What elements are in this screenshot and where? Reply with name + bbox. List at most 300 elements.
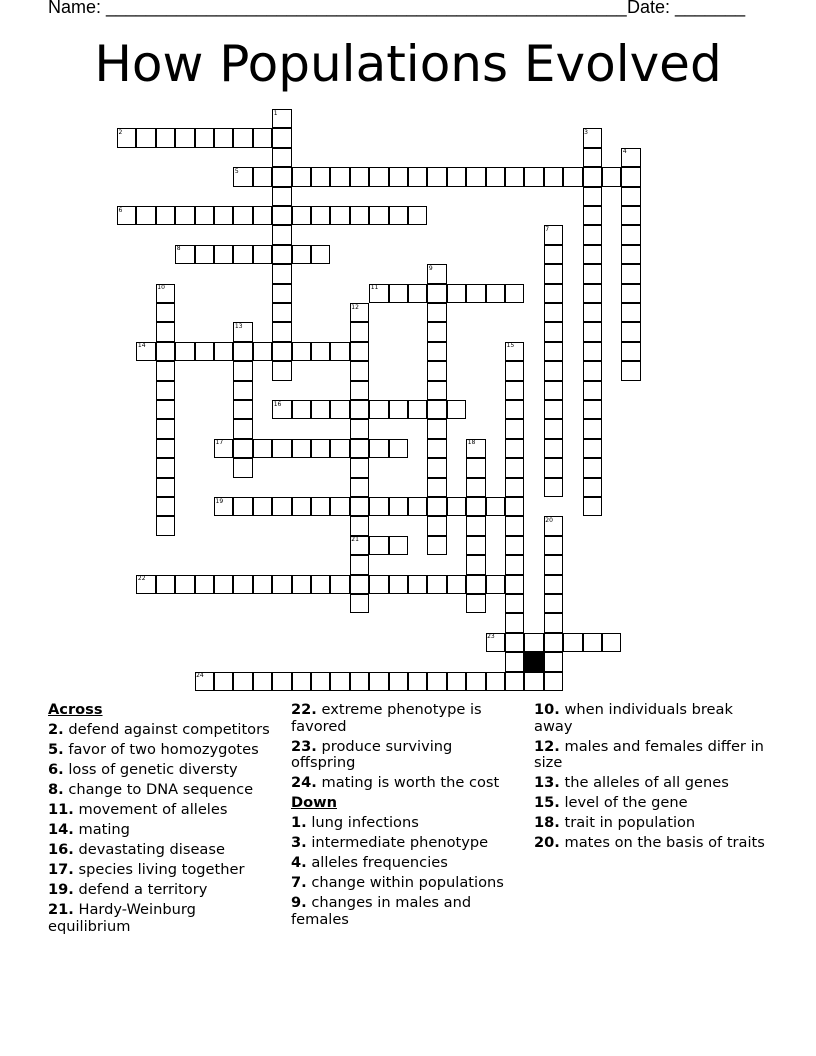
grid-cell[interactable] <box>621 284 640 303</box>
clue-number-label: 24 <box>196 672 204 680</box>
grid-cell[interactable] <box>466 458 485 477</box>
grid-cell[interactable] <box>292 672 311 691</box>
grid-cell[interactable] <box>330 342 349 361</box>
grid-cell[interactable] <box>350 361 369 380</box>
grid-cell[interactable] <box>505 284 524 303</box>
grid-cell[interactable] <box>214 206 233 225</box>
grid-cell[interactable] <box>311 342 330 361</box>
grid-cell[interactable] <box>350 400 369 419</box>
clue-across: 14. mating <box>48 821 130 838</box>
grid-cell[interactable] <box>253 245 272 264</box>
grid-cell[interactable] <box>195 206 214 225</box>
grid-cell[interactable] <box>505 381 524 400</box>
grid-cell[interactable] <box>505 652 524 671</box>
clue-number-label: 21 <box>351 536 359 544</box>
grid-block <box>524 652 543 671</box>
clue-number-label: 23 <box>487 633 495 641</box>
grid-cell[interactable] <box>195 575 214 594</box>
clue-across: 17. species living together <box>48 861 245 878</box>
grid-cell[interactable] <box>466 555 485 574</box>
grid-cell[interactable] <box>583 633 602 652</box>
grid-cell[interactable] <box>427 575 446 594</box>
grid-cell[interactable] <box>544 458 563 477</box>
grid-cell[interactable] <box>427 322 446 341</box>
grid-cell[interactable] <box>505 633 524 652</box>
grid-cell[interactable] <box>369 206 388 225</box>
grid-cell[interactable] <box>583 284 602 303</box>
grid-cell[interactable] <box>583 264 602 283</box>
grid-cell[interactable] <box>311 575 330 594</box>
clue-across: 23. produce surviving offspring <box>291 737 453 771</box>
grid-cell[interactable] <box>253 672 272 691</box>
grid-cell[interactable] <box>311 497 330 516</box>
grid-cell[interactable] <box>583 361 602 380</box>
grid-cell[interactable] <box>175 342 194 361</box>
grid-cell[interactable] <box>350 206 369 225</box>
grid-cell[interactable] <box>505 361 524 380</box>
grid-cell[interactable] <box>583 458 602 477</box>
grid-cell[interactable] <box>408 672 427 691</box>
grid-cell[interactable] <box>350 458 369 477</box>
grid-cell[interactable] <box>544 303 563 322</box>
grid-cell[interactable] <box>408 497 427 516</box>
grid-cell[interactable] <box>505 497 524 516</box>
grid-cell[interactable] <box>311 245 330 264</box>
grid-cell[interactable] <box>544 439 563 458</box>
clue-number-label: 6 <box>118 206 123 214</box>
grid-cell[interactable] <box>311 167 330 186</box>
grid-cell[interactable] <box>272 264 291 283</box>
grid-cell[interactable] <box>447 284 466 303</box>
grid-cell[interactable] <box>544 400 563 419</box>
grid-cell[interactable] <box>583 187 602 206</box>
clue-across: 8. change to DNA sequence <box>48 781 254 798</box>
grid-cell[interactable] <box>272 167 291 186</box>
grid-cell[interactable] <box>156 206 175 225</box>
grid-cell[interactable] <box>350 516 369 535</box>
grid-cell[interactable] <box>389 439 408 458</box>
grid-cell[interactable] <box>621 361 640 380</box>
grid-cell[interactable] <box>544 342 563 361</box>
grid-cell[interactable] <box>602 633 621 652</box>
grid-cell[interactable] <box>156 303 175 322</box>
grid-cell[interactable] <box>233 672 252 691</box>
grid-cell[interactable] <box>486 167 505 186</box>
grid-cell[interactable] <box>408 167 427 186</box>
grid-cell[interactable] <box>583 497 602 516</box>
grid-cell[interactable] <box>408 206 427 225</box>
grid-cell[interactable] <box>214 128 233 147</box>
grid-cell[interactable] <box>427 167 446 186</box>
clue-down: 18. trait in population <box>534 814 696 831</box>
grid-cell[interactable] <box>253 128 272 147</box>
grid-cell[interactable] <box>272 322 291 341</box>
grid-cell[interactable] <box>272 187 291 206</box>
grid-cell[interactable] <box>233 206 252 225</box>
grid-cell[interactable] <box>292 439 311 458</box>
grid-cell[interactable] <box>330 497 349 516</box>
grid-cell[interactable] <box>563 167 582 186</box>
clue-number-label: 16 <box>273 400 282 408</box>
grid-cell[interactable] <box>544 284 563 303</box>
grid-cell[interactable] <box>427 303 446 322</box>
grid-cell[interactable] <box>233 497 252 516</box>
clue-across: 16. devastating disease <box>48 841 225 858</box>
grid-cell[interactable] <box>544 167 563 186</box>
grid-cell[interactable] <box>350 322 369 341</box>
grid-cell[interactable] <box>214 245 233 264</box>
grid-cell[interactable] <box>156 342 175 361</box>
grid-cell[interactable] <box>408 284 427 303</box>
grid-cell[interactable] <box>272 284 291 303</box>
grid-cell[interactable] <box>466 167 485 186</box>
grid-cell[interactable] <box>621 225 640 244</box>
grid-cell[interactable] <box>505 400 524 419</box>
grid-cell[interactable] <box>156 478 175 497</box>
grid-cell[interactable] <box>544 478 563 497</box>
grid-cell[interactable] <box>427 381 446 400</box>
grid-cell[interactable] <box>369 672 388 691</box>
clue-number-label: 22 <box>137 575 146 583</box>
grid-cell[interactable] <box>389 167 408 186</box>
grid-cell[interactable] <box>272 575 291 594</box>
grid-cell[interactable] <box>466 575 485 594</box>
grid-cell[interactable] <box>544 264 563 283</box>
clue-number-label: 3 <box>584 128 588 136</box>
grid-cell[interactable] <box>311 439 330 458</box>
grid-cell[interactable] <box>583 439 602 458</box>
grid-cell[interactable] <box>427 342 446 361</box>
clue-number-label: 11 <box>370 284 379 292</box>
grid-cell[interactable] <box>311 400 330 419</box>
grid-cell[interactable] <box>195 128 214 147</box>
grid-cell[interactable] <box>408 400 427 419</box>
grid-cell[interactable] <box>486 284 505 303</box>
grid-cell[interactable] <box>272 439 291 458</box>
grid-cell[interactable] <box>447 400 466 419</box>
grid-cell[interactable] <box>292 497 311 516</box>
clue-down: 1. lung infections <box>291 814 419 831</box>
grid-cell[interactable] <box>233 128 252 147</box>
grid-cell[interactable] <box>350 672 369 691</box>
grid-cell[interactable] <box>505 419 524 438</box>
grid-cell[interactable] <box>408 575 427 594</box>
grid-cell[interactable] <box>195 245 214 264</box>
grid-cell[interactable] <box>505 613 524 632</box>
grid-cell[interactable] <box>253 342 272 361</box>
grid-cell[interactable] <box>544 652 563 671</box>
grid-cell[interactable] <box>156 128 175 147</box>
grid-cell[interactable] <box>156 400 175 419</box>
grid-cell[interactable] <box>233 381 252 400</box>
clue-down: 10. when individuals break away <box>534 701 733 735</box>
grid-cell[interactable] <box>175 128 194 147</box>
grid-cell[interactable] <box>369 536 388 555</box>
grid-cell[interactable] <box>272 225 291 244</box>
grid-cell[interactable] <box>272 497 291 516</box>
grid-cell[interactable] <box>486 497 505 516</box>
grid-cell[interactable] <box>311 672 330 691</box>
grid-cell[interactable] <box>369 575 388 594</box>
grid-cell[interactable] <box>233 419 252 438</box>
grid-cell[interactable] <box>136 206 155 225</box>
grid-cell[interactable] <box>272 128 291 147</box>
grid-cell[interactable] <box>505 594 524 613</box>
grid-cell[interactable] <box>466 536 485 555</box>
grid-cell[interactable] <box>427 536 446 555</box>
grid-cell[interactable] <box>544 419 563 438</box>
grid-cell[interactable] <box>369 439 388 458</box>
grid-cell[interactable] <box>544 322 563 341</box>
grid-cell[interactable] <box>389 672 408 691</box>
grid-cell[interactable] <box>253 167 272 186</box>
clue-number-label: 4 <box>622 148 627 156</box>
grid-cell[interactable] <box>602 167 621 186</box>
grid-cell[interactable] <box>583 206 602 225</box>
clue-down: 15. level of the gene <box>534 794 688 811</box>
grid-cell[interactable] <box>156 361 175 380</box>
grid-cell[interactable] <box>350 478 369 497</box>
grid-cell[interactable] <box>389 400 408 419</box>
clue-down: 9. changes in males and females <box>291 894 472 928</box>
grid-cell[interactable] <box>544 575 563 594</box>
clue-number-label: 12 <box>351 303 359 311</box>
grid-cell[interactable] <box>233 439 252 458</box>
grid-cell[interactable] <box>272 245 291 264</box>
grid-cell[interactable] <box>272 342 291 361</box>
grid-cell[interactable] <box>427 284 446 303</box>
grid-cell[interactable] <box>621 322 640 341</box>
grid-cell[interactable] <box>350 439 369 458</box>
grid-cell[interactable] <box>505 478 524 497</box>
grid-cell[interactable] <box>505 555 524 574</box>
grid-cell[interactable] <box>389 206 408 225</box>
grid-cell[interactable] <box>156 575 175 594</box>
grid-cell[interactable] <box>214 672 233 691</box>
grid-cell[interactable] <box>253 206 272 225</box>
clue-down: 4. alleles frequencies <box>291 854 448 871</box>
grid-cell[interactable] <box>156 419 175 438</box>
grid-cell[interactable] <box>233 400 252 419</box>
grid-cell[interactable] <box>350 497 369 516</box>
grid-cell[interactable] <box>466 672 485 691</box>
grid-cell[interactable] <box>583 303 602 322</box>
grid-cell[interactable] <box>447 575 466 594</box>
grid-cell[interactable] <box>544 245 563 264</box>
grid-cell[interactable] <box>505 458 524 477</box>
grid-cell[interactable] <box>369 167 388 186</box>
grid-cell[interactable] <box>524 167 543 186</box>
grid-cell[interactable] <box>466 497 485 516</box>
grid-cell[interactable] <box>136 128 155 147</box>
grid-cell[interactable] <box>253 497 272 516</box>
grid-cell[interactable] <box>583 419 602 438</box>
grid-cell[interactable] <box>156 381 175 400</box>
grid-cell[interactable] <box>427 419 446 438</box>
grid-cell[interactable] <box>563 633 582 652</box>
grid-cell[interactable] <box>350 555 369 574</box>
grid-cell[interactable] <box>447 672 466 691</box>
page-title: How Populations Evolved <box>94 35 722 93</box>
grid-cell[interactable] <box>350 575 369 594</box>
grid-cell[interactable] <box>621 342 640 361</box>
grid-cell[interactable] <box>544 672 563 691</box>
grid-cell[interactable] <box>505 167 524 186</box>
clue-down: 12. males and females differ in size <box>534 737 764 771</box>
grid-cell[interactable] <box>272 206 291 225</box>
grid-cell[interactable] <box>466 516 485 535</box>
date-field[interactable]: Date: _______ <box>627 0 746 17</box>
grid-cell[interactable] <box>447 497 466 516</box>
grid-cell[interactable] <box>350 381 369 400</box>
grid-cell[interactable] <box>214 575 233 594</box>
grid-cell[interactable] <box>524 672 543 691</box>
grid-cell[interactable] <box>447 167 466 186</box>
grid-cell[interactable] <box>330 439 349 458</box>
grid-cell[interactable] <box>621 187 640 206</box>
grid-cell[interactable] <box>466 594 485 613</box>
clue-down: 13. the alleles of all genes <box>534 774 729 791</box>
clue-number-label: 19 <box>215 497 224 505</box>
grid-cell[interactable] <box>272 672 291 691</box>
grid-cell[interactable] <box>427 516 446 535</box>
grid-cell[interactable] <box>505 575 524 594</box>
grid-cell[interactable] <box>272 361 291 380</box>
clue-across: 6. loss of genetic diversty <box>48 761 238 778</box>
clue-number-label: 7 <box>545 225 550 233</box>
grid-cell[interactable] <box>583 245 602 264</box>
grid-cell[interactable] <box>544 594 563 613</box>
grid-cell[interactable] <box>156 458 175 477</box>
grid-cell[interactable] <box>544 381 563 400</box>
grid-cell[interactable] <box>427 400 446 419</box>
grid-cell[interactable] <box>214 342 233 361</box>
grid-cell[interactable] <box>544 361 563 380</box>
grid-cell[interactable] <box>427 439 446 458</box>
grid-cell[interactable] <box>583 400 602 419</box>
grid-cell[interactable] <box>350 342 369 361</box>
grid-cell[interactable] <box>175 575 194 594</box>
clue-number-label: 14 <box>137 342 146 350</box>
grid-cell[interactable] <box>350 594 369 613</box>
name-field[interactable]: Name: ____________________________________________________ <box>48 0 627 17</box>
clue-number-label: 15 <box>506 342 515 350</box>
grid-cell[interactable] <box>466 478 485 497</box>
grid-cell[interactable] <box>233 245 252 264</box>
grid-cell[interactable] <box>292 167 311 186</box>
clue-down: 20. mates on the basis of traits <box>534 834 765 851</box>
grid-cell[interactable] <box>583 225 602 244</box>
clue-number-label: 17 <box>215 439 224 447</box>
grid-cell[interactable] <box>233 575 252 594</box>
grid-cell[interactable] <box>583 167 602 186</box>
grid-cell[interactable] <box>369 400 388 419</box>
clue-across: 22. extreme phenotype is favored <box>291 701 482 735</box>
grid-cell[interactable] <box>175 206 194 225</box>
grid-cell[interactable] <box>233 361 252 380</box>
grid-cell[interactable] <box>544 555 563 574</box>
grid-cell[interactable] <box>233 342 252 361</box>
grid-cell[interactable] <box>389 536 408 555</box>
grid-cell[interactable] <box>156 497 175 516</box>
grid-cell[interactable] <box>272 303 291 322</box>
grid-cell[interactable] <box>621 245 640 264</box>
grid-cell[interactable] <box>486 575 505 594</box>
grid-cell[interactable] <box>330 167 349 186</box>
grid-cell[interactable] <box>253 439 272 458</box>
grid-cell[interactable] <box>466 284 485 303</box>
across-heading: Across <box>48 701 103 718</box>
grid-cell[interactable] <box>156 439 175 458</box>
grid-cell[interactable] <box>583 342 602 361</box>
grid-cell[interactable] <box>544 633 563 652</box>
grid-cell[interactable] <box>427 458 446 477</box>
grid-cell[interactable] <box>544 536 563 555</box>
clue-across: 11. movement of alleles <box>48 801 228 818</box>
grid-cell[interactable] <box>233 458 252 477</box>
grid-cell[interactable] <box>156 516 175 535</box>
grid-cell[interactable] <box>292 206 311 225</box>
grid-cell[interactable] <box>389 575 408 594</box>
grid-cell[interactable] <box>544 613 563 632</box>
clue-across: 19. defend a territory <box>48 881 208 898</box>
grid-cell[interactable] <box>330 206 349 225</box>
grid-cell[interactable] <box>156 322 175 341</box>
grid-cell[interactable] <box>350 419 369 438</box>
grid-cell[interactable] <box>292 400 311 419</box>
clue-number-label: 20 <box>545 516 553 524</box>
grid-cell[interactable] <box>427 672 446 691</box>
grid-cell[interactable] <box>505 516 524 535</box>
grid-cell[interactable] <box>486 672 505 691</box>
grid-cell[interactable] <box>389 497 408 516</box>
grid-cell[interactable] <box>524 633 543 652</box>
grid-cell[interactable] <box>330 400 349 419</box>
grid-cell[interactable] <box>350 167 369 186</box>
grid-cell[interactable] <box>427 361 446 380</box>
grid-cell[interactable] <box>583 148 602 167</box>
grid-cell[interactable] <box>292 342 311 361</box>
grid-cell[interactable] <box>272 148 291 167</box>
grid-cell[interactable] <box>330 575 349 594</box>
clue-number-label: 2 <box>118 128 123 136</box>
grid-cell[interactable] <box>583 381 602 400</box>
grid-cell[interactable] <box>621 206 640 225</box>
grid-cell[interactable] <box>311 206 330 225</box>
grid-cell[interactable] <box>621 303 640 322</box>
grid-cell[interactable] <box>621 264 640 283</box>
clue-number-label: 1 <box>273 109 278 117</box>
clue-number-label: 13 <box>234 322 243 330</box>
grid-cell[interactable] <box>621 167 640 186</box>
grid-cell[interactable] <box>583 478 602 497</box>
grid-cell[interactable] <box>505 439 524 458</box>
grid-cell[interactable] <box>195 342 214 361</box>
grid-cell[interactable] <box>253 575 272 594</box>
grid-cell[interactable] <box>369 497 388 516</box>
clue-number-label: 10 <box>157 284 165 292</box>
clue-number-label: 9 <box>428 264 433 272</box>
grid-cell[interactable] <box>427 478 446 497</box>
grid-cell[interactable] <box>330 672 349 691</box>
grid-cell[interactable] <box>292 245 311 264</box>
grid-cell[interactable] <box>292 575 311 594</box>
grid-cell[interactable] <box>505 672 524 691</box>
grid-cell[interactable] <box>427 497 446 516</box>
grid-cell[interactable] <box>583 322 602 341</box>
grid-cell[interactable] <box>389 284 408 303</box>
grid-cell[interactable] <box>505 536 524 555</box>
